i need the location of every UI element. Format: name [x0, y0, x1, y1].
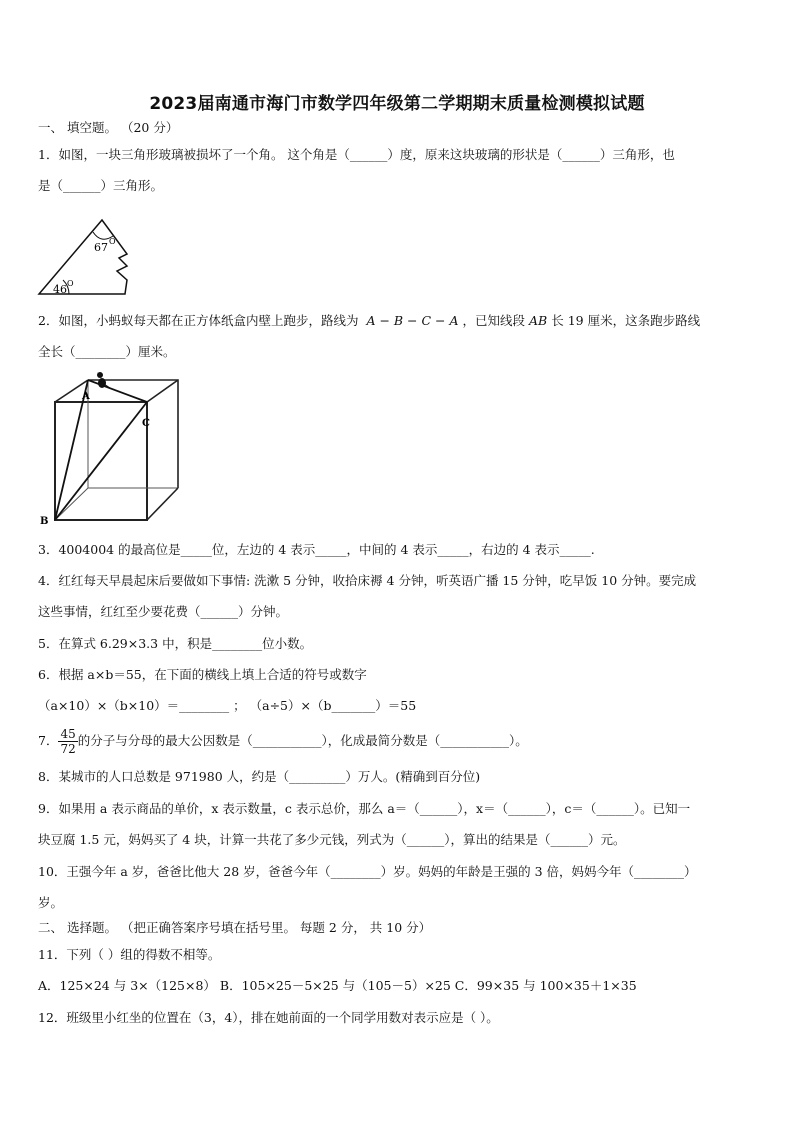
q1-line2: 是（______）三角形。 [38, 178, 164, 193]
q11-stem: 11．下列（ ）组的得数不相等。 [38, 947, 221, 962]
svg-text:O: O [67, 279, 74, 288]
q2-route: A − B − C − A [366, 313, 459, 328]
q2-prefix: 2．如图，小蚂蚁每天都在正方体纸盒内壁上跑步，路线为 [38, 313, 359, 328]
q1-triangle-figure [35, 214, 135, 300]
q10-line1: 10．王强今年 a 岁，爸爸比他大 28 岁，爸爸今年（________）岁。妈妈的年龄是王强的 3 倍，妈妈今年（________） [38, 864, 697, 879]
q11-options: A．125×24 与 3×（125×8） B．105×25－5×25 与（105－5）×25 C．99×35 与 100×35＋1×35 [38, 978, 637, 993]
section2-header: 二、 选择题。 （把正确答案序号填在括号里。 每题 2 分， 共 10 分） [38, 920, 432, 935]
section1-header: 一、 填空题。 （20 分） [38, 120, 179, 135]
q2-line1 [38, 313, 700, 329]
q6-line2: （a×10）×（b×10）＝________ ； （a÷5）×（b_______）＝55 [38, 698, 417, 713]
q2-label-a: A [82, 391, 90, 402]
q2-segment: AB [529, 313, 548, 328]
q7-fraction [58, 727, 77, 756]
q1-angle-bottom-label: 46 [53, 283, 67, 296]
q1-line1: 1．如图，一块三角形玻璃被损坏了一个角。 这个角是（______）度，原来这块玻璃的形状是（______）三角形，也 [38, 147, 675, 162]
q9-line2: 块豆腐 1.5 元，妈妈买了 4 块，计算一共花了多少元钱，列式为（______），算出的结果是（______）元。 [38, 832, 626, 847]
q12-text: 12．班级里小红坐的位置在（3，4），排在她前面的一个同学用数对表示应是（ ）。 [38, 1010, 499, 1025]
q2-line2: 全长（________）厘米。 [38, 344, 176, 359]
page-title: 2023届南通市海门市数学四年级第二学期期末质量检测模拟试题 [149, 94, 645, 114]
q3-text: 3．4004004 的最高位是_____位，左边的 4 表示_____，中间的 4 表示_____，右边的 4 表示_____. [38, 542, 595, 557]
q2-middle: ，已知线段 [462, 313, 526, 328]
q2-label-b: B [40, 516, 49, 527]
q10-line2: 岁。 [38, 895, 64, 910]
q5-text: 5．在算式 6.29×3.3 中，积是________位小数。 [38, 636, 313, 651]
q2-suffix: 长 19 厘米，这条跑步路线 [551, 313, 701, 328]
q8-text: 8．某城市的人口总数是 971980 人，约是（_________）万人。(精确到百分位) [38, 769, 481, 784]
q7-prefix: 7． [38, 733, 59, 748]
q4-line1: 4．红红每天早晨起床后要做如下事情: 洗漱 5 分钟，收拾床褥 4 分钟，听英语广播 15 分钟，吃早饭 10 分钟。要完成 [38, 573, 697, 588]
q6-line1: 6．根据 a×b＝55，在下面的横线上填上合适的符号或数字 [38, 667, 367, 682]
svg-text:O: O [109, 237, 116, 246]
q4-line2: 这些事情，红红至少要花费（______）分钟。 [38, 604, 289, 619]
q2-cube-figure [40, 372, 190, 528]
q7-denominator: 72 [60, 742, 76, 756]
q9-line1: 9．如果用 a 表示商品的单价，x 表示数量，c 表示总价，那么 a＝（______），x＝（______），c＝（______）。已知一 [38, 801, 691, 816]
q2-label-c: C [142, 418, 150, 429]
q7-numerator: 45 [60, 727, 76, 741]
q7-line [38, 724, 528, 758]
q1-angle-top-label: 67 [94, 241, 108, 254]
q7-suffix: 的分子与分母的最大公因数是（___________），化成最简分数是（___________）。 [77, 733, 528, 748]
